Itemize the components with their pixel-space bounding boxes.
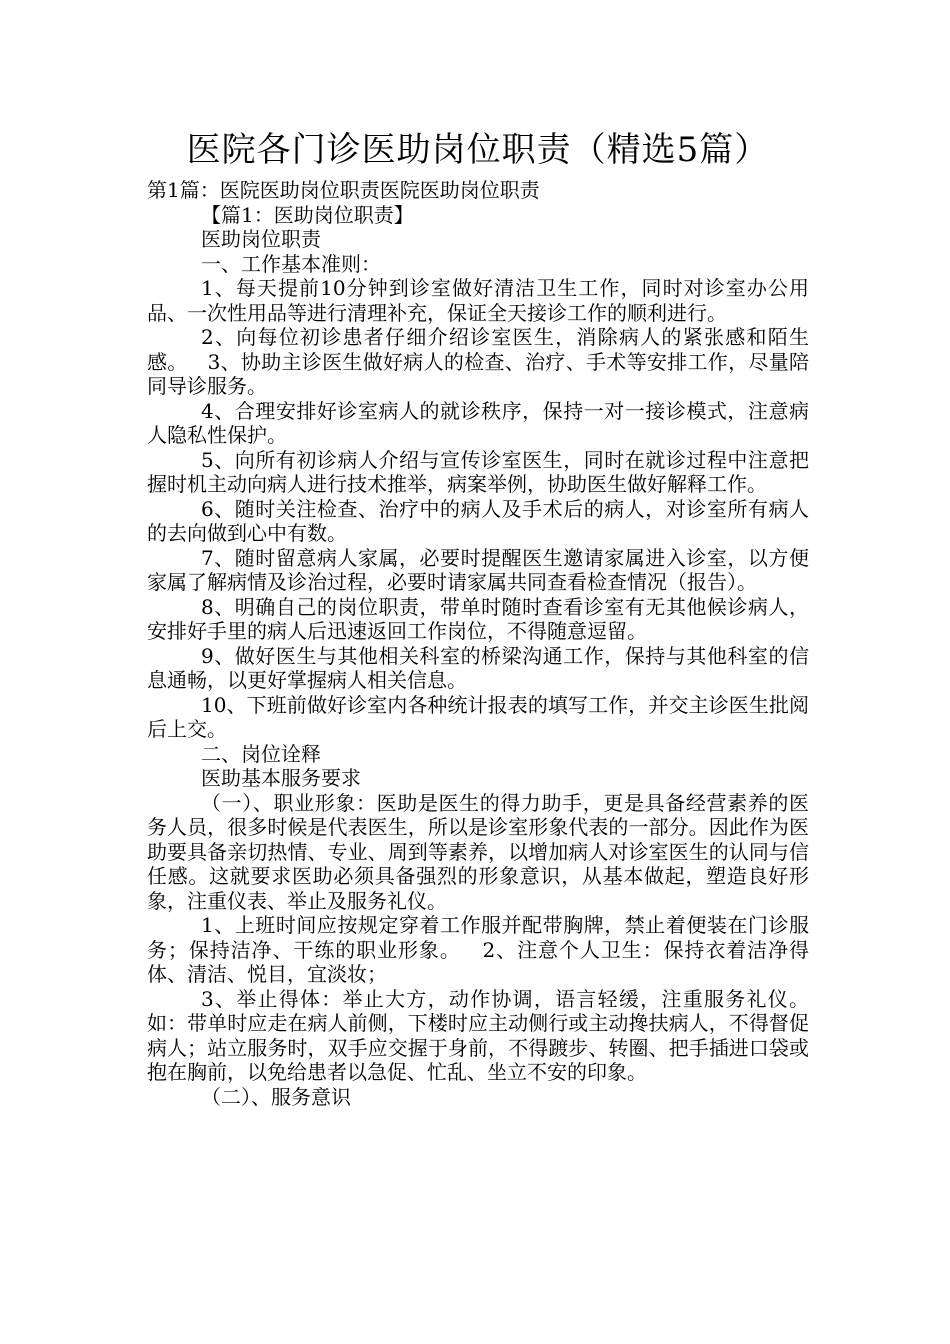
part-heading: 一、工作基本准则： xyxy=(201,251,381,276)
chapter-heading: 第1篇：医院医助岗位职责医院医助岗位职责 xyxy=(147,178,540,202)
paragraph: 1、上班时间应按规定穿着工作服并配带胸牌，禁止着便装在门诊服务；保持洁净、干练的职业形象。 2、注意个人卫生：保持衣着洁净得体、清洁、悦目，宜淡妆； xyxy=(147,913,809,986)
paragraph: 5、向所有初诊病人介绍与宣传诊室医生，同时在就诊过程中注意把握时机主动向病人进行技术推举，病案举例，协助医生做好解释工作。 xyxy=(147,447,809,496)
paragraph: 9、做好医生与其他相关科室的桥梁沟通工作，保持与其他科室的信息通畅，以更好掌握病人相关信息。 xyxy=(147,643,809,692)
paragraph: （一）、职业形象：医助是医生的得力助手，更是具备经营素养的医务人员，很多时候是代表医生，所以是诊室形象代表的一部分。因此作为医助要具备亲切热情、专业、周到等素养，以增加病人对诊室医生的认同与信任感。这就要求医助必须具备强烈的形象意识，从基本做起，塑造良好形象，注重仪表、举止及服务礼仪。 xyxy=(147,790,809,913)
subsection-heading: 医助岗位职责 xyxy=(201,227,321,251)
section-heading: 【篇1：医助岗位职责】 xyxy=(201,202,414,227)
subsection-heading: 医助基本服务要求 xyxy=(201,766,361,790)
paragraph: 3、举止得体：举止大方，动作协调，语言轻缓，注重服务礼仪。如：带单时应走在病人前侧，下楼时应主动侧行或主动搀扶病人，不得督促病人；站立服务时，双手应交握于身前，不得踱步、转圈、把手插进口袋或抱在胸前，以免给患者以急促、忙乱、坐立不安的印象。 xyxy=(147,986,809,1084)
paragraph: 10、下班前做好诊室内各种统计报表的填写工作，并交主诊医生批阅后上交。 xyxy=(147,692,809,741)
part-heading: 二、岗位诠释 xyxy=(201,741,321,766)
document-page xyxy=(147,124,809,1109)
paragraph: 6、随时关注检查、治疗中的病人及手术后的病人，对诊室所有病人的去向做到心中有数。 xyxy=(147,496,809,545)
paragraph: 2、向每位初诊患者仔细介绍诊室医生，消除病人的紧张感和陌生感。 3、协助主诊医生做好病人的检查、治疗、手术等安排工作，尽量陪同导诊服务。 xyxy=(147,325,809,398)
subsection-heading: （二）、服务意识 xyxy=(201,1084,351,1109)
paragraph: 7、随时留意病人家属，必要时提醒医生邀请家属进入诊室，以方便家属了解病情及诊治过程，必要时请家属共同查看检查情况（报告）。 xyxy=(147,545,809,594)
paragraph: 4、合理安排好诊室病人的就诊秩序，保持一对一接诊模式，注意病人隐私性保护。 xyxy=(147,398,809,447)
document-title: 医院各门诊医助岗位职责（精选5篇） xyxy=(186,130,770,170)
paragraph: 1、每天提前10分钟到诊室做好清洁卫生工作，同时对诊室办公用品、一次性用品等进行清理补充，保证全天接诊工作的顺利进行。 xyxy=(147,276,809,325)
paragraph: 8、明确自己的岗位职责，带单时随时查看诊室有无其他候诊病人，安排好手里的病人后迅速返回工作岗位，不得随意逗留。 xyxy=(147,594,809,643)
